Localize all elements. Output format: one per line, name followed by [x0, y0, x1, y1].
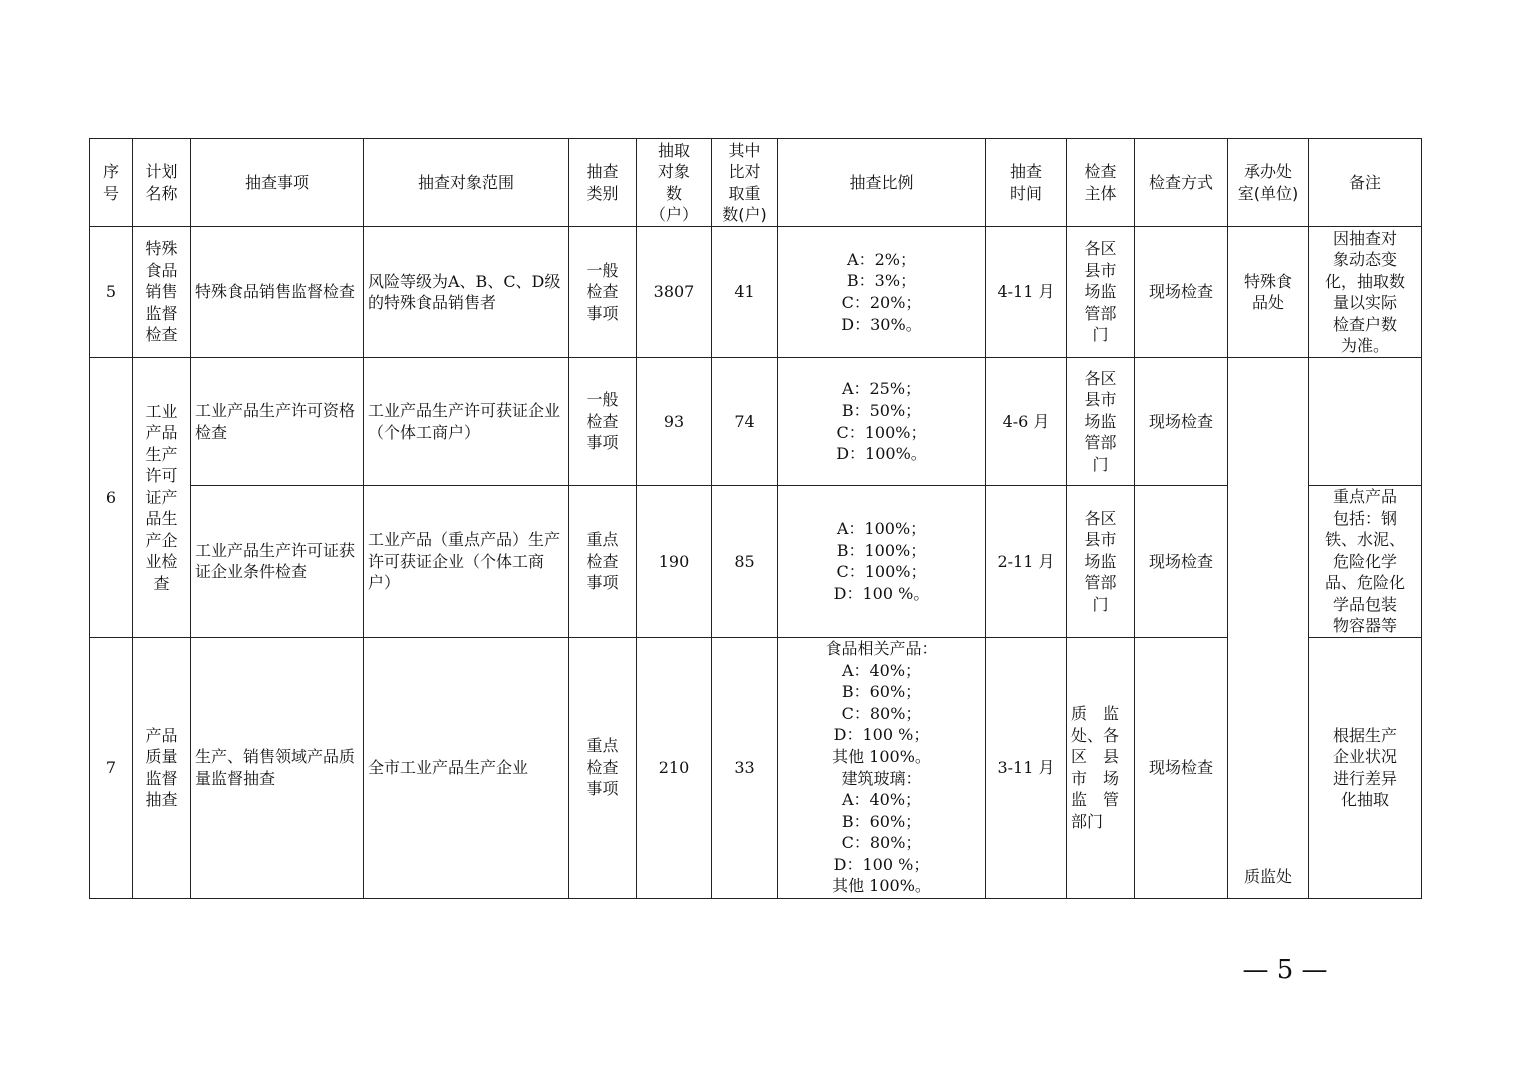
row-overlap: 85	[712, 486, 778, 638]
row-time: 2-11 月	[986, 486, 1067, 638]
row-plan: 产品 质量 监督 抽查	[133, 637, 191, 898]
row-seq: 5	[90, 227, 133, 358]
row-ratio: A：100%； B：100%； C：100%； D：100 %。	[778, 486, 986, 638]
row-plan: 工业 产品 生产 许可 证产 品生 产企 业检 查	[133, 358, 191, 638]
row-ratio: 食品相关产品： A：40%； B：60%； C：80%； D：100 %； 其他 100%。 建筑玻璃： A：40%； B：60%； C：80%； D：100 %； 其他 100%。	[778, 637, 986, 898]
row-seq: 6	[90, 358, 133, 638]
row-dept: 质监处	[1228, 358, 1309, 899]
header-seq: 序 号	[90, 139, 133, 227]
row-method: 现场检查	[1135, 358, 1228, 486]
row-subject: 质 监 处、各 区 县 市 场 监 管 部门	[1067, 637, 1135, 898]
row-ratio: A：25%； B：50%； C：100%； D：100%。	[778, 358, 986, 486]
row-time: 4-11 月	[986, 227, 1067, 358]
row-category: 一般 检查 事项	[569, 358, 637, 486]
row-time: 3-11 月	[986, 637, 1067, 898]
row-dept: 特殊食 品处	[1228, 227, 1309, 358]
header-ratio: 抽查比例	[778, 139, 986, 227]
row-scope: 工业产品（重点产品）生产许可获证企业（个体工商户）	[364, 486, 569, 638]
row-scope: 全市工业产品生产企业	[364, 637, 569, 898]
row-note: 重点产品 包括：钢 铁、水泥、 危险化学 品、危险化 学品包装 物容器等	[1309, 486, 1422, 638]
row-subject: 各区 县市 场监 管部 门	[1067, 358, 1135, 486]
row-item: 工业产品生产许可证获证企业条件检查	[191, 486, 364, 638]
row-scope: 工业产品生产许可获证企业（个体工商户）	[364, 358, 569, 486]
row-overlap: 74	[712, 358, 778, 486]
row-seq: 7	[90, 637, 133, 898]
row-method: 现场检查	[1135, 486, 1228, 638]
header-subject: 检查 主体	[1067, 139, 1135, 227]
row-overlap: 41	[712, 227, 778, 358]
header-overlap: 其中 比对 取重 数(户)	[712, 139, 778, 227]
header-time: 抽查 时间	[986, 139, 1067, 227]
row-note: 因抽查对 象动态变 化，抽取数 量以实际 检查户数 为准。	[1309, 227, 1422, 358]
table-row	[90, 227, 1422, 358]
row-method: 现场检查	[1135, 227, 1228, 358]
row-note: 根据生产 企业状况 进行差异 化抽取	[1309, 637, 1422, 898]
row-category: 重点 检查 事项	[569, 486, 637, 638]
header-count: 抽取 对象 数 （户）	[637, 139, 712, 227]
header-item: 抽查事项	[191, 139, 364, 227]
row-ratio: A：2%； B：3%； C：20%； D：30%。	[778, 227, 986, 358]
table-row	[90, 637, 1422, 898]
header-scope: 抽查对象范围	[364, 139, 569, 227]
table-row	[90, 358, 1422, 486]
row-scope: 风险等级为A、B、C、D级的特殊食品销售者	[364, 227, 569, 358]
row-item: 特殊食品销售监督检查	[191, 227, 364, 358]
header-category: 抽查 类别	[569, 139, 637, 227]
row-item: 工业产品生产许可资格检查	[191, 358, 364, 486]
row-subject: 各区 县市 场监 管部 门	[1067, 227, 1135, 358]
row-count: 3807	[637, 227, 712, 358]
header-method: 检查方式	[1135, 139, 1228, 227]
row-count: 210	[637, 637, 712, 898]
row-count: 190	[637, 486, 712, 638]
row-method: 现场检查	[1135, 637, 1228, 898]
row-time: 4-6 月	[986, 358, 1067, 486]
table-row	[90, 486, 1422, 638]
row-subject: 各区 县市 场监 管部 门	[1067, 486, 1135, 638]
row-plan: 特殊 食品 销售 监督 检查	[133, 227, 191, 358]
header-plan: 计划 名称	[133, 139, 191, 227]
page-number: — 5 —	[1242, 955, 1328, 985]
inspection-plan-table	[89, 138, 1422, 899]
header-note: 备注	[1309, 139, 1422, 227]
row-category: 一般 检查 事项	[569, 227, 637, 358]
row-count: 93	[637, 358, 712, 486]
row-note	[1309, 358, 1422, 486]
row-overlap: 33	[712, 637, 778, 898]
row-category: 重点 检查 事项	[569, 637, 637, 898]
header-dept: 承办处 室(单位)	[1228, 139, 1309, 227]
row-item: 生产、销售领域产品质量监督抽查	[191, 637, 364, 898]
table-header-row	[90, 139, 1422, 227]
